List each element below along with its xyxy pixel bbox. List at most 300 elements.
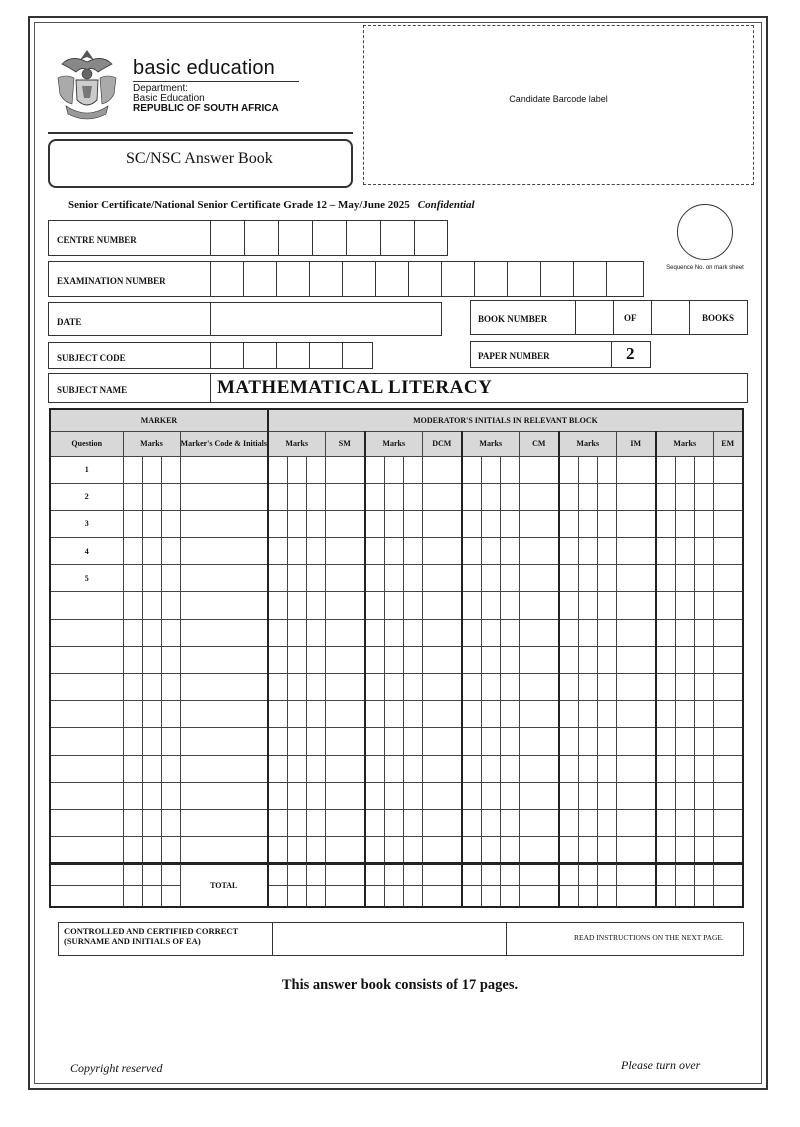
mark-entry-cell[interactable]: [161, 592, 180, 619]
mark-entry-cell[interactable]: [268, 510, 287, 537]
mark-entry-cell[interactable]: [675, 755, 694, 782]
mark-entry-cell[interactable]: [675, 619, 694, 646]
mark-entry-cell[interactable]: [306, 837, 325, 864]
mark-entry-cell[interactable]: [675, 565, 694, 592]
mark-entry-cell[interactable]: [268, 619, 287, 646]
mark-entry-cell[interactable]: [422, 809, 462, 836]
total-entry-cell[interactable]: [422, 885, 462, 907]
total-entry-cell[interactable]: [123, 885, 142, 907]
mark-entry-cell[interactable]: [365, 646, 384, 673]
mark-entry-cell[interactable]: [325, 837, 365, 864]
total-entry-cell[interactable]: [481, 863, 500, 885]
mark-entry-cell[interactable]: [325, 510, 365, 537]
mark-entry-cell[interactable]: [306, 538, 325, 565]
mark-entry-cell[interactable]: [384, 456, 403, 483]
mark-entry-cell[interactable]: [597, 674, 616, 701]
total-entry-cell[interactable]: [325, 885, 365, 907]
mark-entry-cell[interactable]: [403, 456, 422, 483]
total-entry-cell[interactable]: [384, 863, 403, 885]
mark-entry-cell[interactable]: [123, 592, 142, 619]
total-entry-cell[interactable]: [462, 885, 481, 907]
mark-entry-cell[interactable]: [161, 728, 180, 755]
mark-entry-cell[interactable]: [287, 592, 306, 619]
mark-entry-cell[interactable]: [325, 483, 365, 510]
mark-entry-cell[interactable]: [123, 728, 142, 755]
mark-entry-cell[interactable]: [675, 782, 694, 809]
mark-entry-cell[interactable]: [559, 674, 578, 701]
mark-entry-cell[interactable]: [616, 782, 656, 809]
total-entry-cell[interactable]: [656, 863, 675, 885]
mark-entry-cell[interactable]: [180, 809, 268, 836]
mark-entry-cell[interactable]: [559, 619, 578, 646]
mark-entry-cell[interactable]: [481, 728, 500, 755]
mark-entry-cell[interactable]: [656, 456, 675, 483]
mark-entry-cell[interactable]: [656, 565, 675, 592]
mark-entry-cell[interactable]: [123, 483, 142, 510]
mark-entry-cell[interactable]: [462, 619, 481, 646]
total-entry-cell[interactable]: [50, 885, 123, 907]
mark-entry-cell[interactable]: [713, 456, 743, 483]
mark-entry-cell[interactable]: [500, 782, 519, 809]
mark-entry-cell[interactable]: [597, 510, 616, 537]
mark-entry-cell[interactable]: [306, 510, 325, 537]
mark-entry-cell[interactable]: [578, 619, 597, 646]
mark-entry-cell[interactable]: [578, 837, 597, 864]
mark-entry-cell[interactable]: [306, 565, 325, 592]
total-entry-cell[interactable]: [142, 863, 161, 885]
mark-entry-cell[interactable]: [694, 510, 713, 537]
mark-entry-cell[interactable]: [365, 755, 384, 782]
mark-entry-cell[interactable]: [481, 755, 500, 782]
mark-entry-cell[interactable]: [694, 674, 713, 701]
mark-entry-cell[interactable]: [559, 646, 578, 673]
mark-entry-cell[interactable]: [180, 538, 268, 565]
mark-entry-cell[interactable]: [325, 701, 365, 728]
total-entry-cell[interactable]: [325, 863, 365, 885]
mark-entry-cell[interactable]: [713, 728, 743, 755]
mark-entry-cell[interactable]: [519, 837, 559, 864]
mark-entry-cell[interactable]: [123, 538, 142, 565]
mark-entry-cell[interactable]: [462, 782, 481, 809]
mark-entry-cell[interactable]: [268, 456, 287, 483]
mark-entry-cell[interactable]: [403, 837, 422, 864]
mark-entry-cell[interactable]: [675, 510, 694, 537]
mark-entry-cell[interactable]: [384, 701, 403, 728]
mark-entry-cell[interactable]: [559, 592, 578, 619]
mark-entry-cell[interactable]: [519, 701, 559, 728]
mark-entry-cell[interactable]: [500, 592, 519, 619]
subject-code-field[interactable]: [48, 342, 373, 369]
total-entry-cell[interactable]: [578, 885, 597, 907]
mark-entry-cell[interactable]: [161, 619, 180, 646]
mark-entry-cell[interactable]: [481, 782, 500, 809]
mark-entry-cell[interactable]: [597, 728, 616, 755]
mark-entry-cell[interactable]: [616, 837, 656, 864]
total-entry-cell[interactable]: [403, 885, 422, 907]
mark-entry-cell[interactable]: [500, 728, 519, 755]
mark-entry-cell[interactable]: [325, 809, 365, 836]
mark-entry-cell[interactable]: [180, 782, 268, 809]
total-entry-cell[interactable]: [694, 885, 713, 907]
mark-entry-cell[interactable]: [616, 456, 656, 483]
mark-entry-cell[interactable]: [713, 837, 743, 864]
mark-entry-cell[interactable]: [365, 510, 384, 537]
mark-entry-cell[interactable]: [384, 646, 403, 673]
mark-entry-cell[interactable]: [713, 755, 743, 782]
mark-entry-cell[interactable]: [306, 483, 325, 510]
mark-entry-cell[interactable]: [142, 456, 161, 483]
mark-entry-cell[interactable]: [675, 456, 694, 483]
mark-entry-cell[interactable]: [365, 728, 384, 755]
mark-entry-cell[interactable]: [422, 728, 462, 755]
mark-entry-cell[interactable]: [287, 755, 306, 782]
mark-entry-cell[interactable]: [306, 728, 325, 755]
mark-entry-cell[interactable]: [365, 483, 384, 510]
mark-entry-cell[interactable]: [500, 837, 519, 864]
mark-entry-cell[interactable]: [462, 646, 481, 673]
total-entry-cell[interactable]: [713, 885, 743, 907]
mark-entry-cell[interactable]: [694, 782, 713, 809]
total-entry-cell[interactable]: [123, 863, 142, 885]
mark-entry-cell[interactable]: [123, 674, 142, 701]
book-number-field[interactable]: [470, 300, 748, 335]
mark-entry-cell[interactable]: [597, 837, 616, 864]
mark-entry-cell[interactable]: [500, 674, 519, 701]
mark-entry-cell[interactable]: [403, 646, 422, 673]
mark-entry-cell[interactable]: [713, 809, 743, 836]
total-entry-cell[interactable]: [365, 863, 384, 885]
mark-entry-cell[interactable]: [578, 782, 597, 809]
mark-entry-cell[interactable]: [519, 809, 559, 836]
total-entry-cell[interactable]: [268, 863, 287, 885]
mark-entry-cell[interactable]: [597, 809, 616, 836]
mark-entry-cell[interactable]: [306, 782, 325, 809]
mark-entry-cell[interactable]: [481, 538, 500, 565]
mark-entry-cell[interactable]: [365, 782, 384, 809]
mark-entry-cell[interactable]: [287, 483, 306, 510]
mark-entry-cell[interactable]: [616, 619, 656, 646]
mark-entry-cell[interactable]: [422, 755, 462, 782]
mark-entry-cell[interactable]: [422, 592, 462, 619]
mark-entry-cell[interactable]: [268, 701, 287, 728]
total-entry-cell[interactable]: [675, 863, 694, 885]
mark-entry-cell[interactable]: [616, 565, 656, 592]
mark-entry-cell[interactable]: [519, 592, 559, 619]
mark-entry-cell[interactable]: [384, 728, 403, 755]
mark-entry-cell[interactable]: [142, 592, 161, 619]
mark-entry-cell[interactable]: [559, 483, 578, 510]
mark-entry-cell[interactable]: [161, 674, 180, 701]
mark-entry-cell[interactable]: [268, 809, 287, 836]
mark-entry-cell[interactable]: [462, 837, 481, 864]
mark-entry-cell[interactable]: [578, 809, 597, 836]
mark-entry-cell[interactable]: [325, 592, 365, 619]
mark-entry-cell[interactable]: [180, 592, 268, 619]
mark-entry-cell[interactable]: [403, 728, 422, 755]
mark-entry-cell[interactable]: [656, 483, 675, 510]
mark-entry-cell[interactable]: [519, 619, 559, 646]
mark-entry-cell[interactable]: [365, 592, 384, 619]
mark-entry-cell[interactable]: [142, 809, 161, 836]
mark-entry-cell[interactable]: [403, 755, 422, 782]
mark-entry-cell[interactable]: [142, 755, 161, 782]
mark-entry-cell[interactable]: [519, 565, 559, 592]
mark-entry-cell[interactable]: [268, 755, 287, 782]
mark-entry-cell[interactable]: [597, 782, 616, 809]
mark-entry-cell[interactable]: [180, 483, 268, 510]
mark-entry-cell[interactable]: [268, 674, 287, 701]
mark-entry-cell[interactable]: [422, 483, 462, 510]
total-entry-cell[interactable]: [161, 885, 180, 907]
mark-entry-cell[interactable]: [462, 456, 481, 483]
mark-entry-cell[interactable]: [694, 456, 713, 483]
mark-entry-cell[interactable]: [161, 538, 180, 565]
total-entry-cell[interactable]: [403, 863, 422, 885]
mark-entry-cell[interactable]: [656, 701, 675, 728]
mark-entry-cell[interactable]: [287, 701, 306, 728]
mark-entry-cell[interactable]: [578, 701, 597, 728]
mark-entry-cell[interactable]: [656, 592, 675, 619]
mark-entry-cell[interactable]: [403, 510, 422, 537]
mark-entry-cell[interactable]: [597, 565, 616, 592]
total-entry-cell[interactable]: [616, 885, 656, 907]
mark-entry-cell[interactable]: [713, 510, 743, 537]
mark-entry-cell[interactable]: [500, 809, 519, 836]
mark-entry-cell[interactable]: [481, 674, 500, 701]
date-field[interactable]: [48, 302, 442, 336]
mark-entry-cell[interactable]: [306, 456, 325, 483]
mark-entry-cell[interactable]: [268, 592, 287, 619]
mark-entry-cell[interactable]: [559, 809, 578, 836]
mark-entry-cell[interactable]: [694, 619, 713, 646]
mark-entry-cell[interactable]: [268, 782, 287, 809]
paper-number-field[interactable]: [470, 341, 651, 368]
mark-entry-cell[interactable]: [325, 646, 365, 673]
mark-entry-cell[interactable]: [403, 809, 422, 836]
mark-entry-cell[interactable]: [500, 510, 519, 537]
mark-entry-cell[interactable]: [656, 538, 675, 565]
mark-entry-cell[interactable]: [403, 565, 422, 592]
mark-entry-cell[interactable]: [656, 782, 675, 809]
mark-entry-cell[interactable]: [325, 565, 365, 592]
mark-entry-cell[interactable]: [597, 592, 616, 619]
total-entry-cell[interactable]: [142, 885, 161, 907]
mark-entry-cell[interactable]: [694, 837, 713, 864]
mark-entry-cell[interactable]: [422, 538, 462, 565]
mark-entry-cell[interactable]: [325, 755, 365, 782]
mark-entry-cell[interactable]: [306, 674, 325, 701]
mark-entry-cell[interactable]: [142, 782, 161, 809]
mark-entry-cell[interactable]: [123, 619, 142, 646]
mark-entry-cell[interactable]: [462, 565, 481, 592]
mark-entry-cell[interactable]: [287, 619, 306, 646]
total-entry-cell[interactable]: [422, 863, 462, 885]
mark-entry-cell[interactable]: [519, 674, 559, 701]
mark-entry-cell[interactable]: [403, 782, 422, 809]
mark-entry-cell[interactable]: [306, 809, 325, 836]
mark-entry-cell[interactable]: [142, 538, 161, 565]
mark-entry-cell[interactable]: [578, 646, 597, 673]
mark-entry-cell[interactable]: [500, 565, 519, 592]
mark-entry-cell[interactable]: [161, 565, 180, 592]
mark-entry-cell[interactable]: [161, 646, 180, 673]
mark-entry-cell[interactable]: [481, 809, 500, 836]
examination-number-field[interactable]: [48, 261, 644, 297]
mark-entry-cell[interactable]: [306, 619, 325, 646]
total-entry-cell[interactable]: [161, 863, 180, 885]
mark-entry-cell[interactable]: [656, 809, 675, 836]
mark-entry-cell[interactable]: [123, 837, 142, 864]
mark-entry-cell[interactable]: [616, 538, 656, 565]
mark-entry-cell[interactable]: [656, 674, 675, 701]
mark-entry-cell[interactable]: [578, 674, 597, 701]
total-entry-cell[interactable]: [559, 863, 578, 885]
mark-entry-cell[interactable]: [268, 646, 287, 673]
total-entry-cell[interactable]: [287, 885, 306, 907]
mark-entry-cell[interactable]: [519, 538, 559, 565]
mark-entry-cell[interactable]: [306, 646, 325, 673]
mark-entry-cell[interactable]: [287, 456, 306, 483]
total-entry-cell[interactable]: [694, 863, 713, 885]
mark-entry-cell[interactable]: [180, 565, 268, 592]
mark-entry-cell[interactable]: [559, 782, 578, 809]
total-entry-cell[interactable]: [500, 885, 519, 907]
mark-entry-cell[interactable]: [268, 483, 287, 510]
total-entry-cell[interactable]: [597, 885, 616, 907]
total-entry-cell[interactable]: [384, 885, 403, 907]
mark-entry-cell[interactable]: [462, 728, 481, 755]
mark-entry-cell[interactable]: [694, 538, 713, 565]
mark-entry-cell[interactable]: [500, 755, 519, 782]
mark-entry-cell[interactable]: [500, 646, 519, 673]
mark-entry-cell[interactable]: [403, 619, 422, 646]
mark-entry-cell[interactable]: [597, 646, 616, 673]
mark-entry-cell[interactable]: [325, 619, 365, 646]
mark-entry-cell[interactable]: [142, 646, 161, 673]
mark-entry-cell[interactable]: [384, 510, 403, 537]
mark-entry-cell[interactable]: [365, 456, 384, 483]
mark-entry-cell[interactable]: [462, 701, 481, 728]
total-entry-cell[interactable]: [500, 863, 519, 885]
mark-entry-cell[interactable]: [713, 565, 743, 592]
mark-entry-cell[interactable]: [161, 456, 180, 483]
mark-entry-cell[interactable]: [325, 674, 365, 701]
mark-entry-cell[interactable]: [161, 782, 180, 809]
mark-entry-cell[interactable]: [500, 456, 519, 483]
total-entry-cell[interactable]: [268, 885, 287, 907]
mark-entry-cell[interactable]: [616, 809, 656, 836]
total-entry-cell[interactable]: [578, 863, 597, 885]
mark-entry-cell[interactable]: [384, 565, 403, 592]
total-entry-cell[interactable]: [559, 885, 578, 907]
mark-entry-cell[interactable]: [559, 565, 578, 592]
mark-entry-cell[interactable]: [287, 674, 306, 701]
mark-entry-cell[interactable]: [578, 565, 597, 592]
mark-entry-cell[interactable]: [268, 565, 287, 592]
mark-entry-cell[interactable]: [180, 728, 268, 755]
mark-entry-cell[interactable]: [481, 483, 500, 510]
mark-entry-cell[interactable]: [384, 619, 403, 646]
mark-entry-cell[interactable]: [616, 510, 656, 537]
mark-entry-cell[interactable]: [422, 674, 462, 701]
mark-entry-cell[interactable]: [656, 728, 675, 755]
mark-entry-cell[interactable]: [462, 483, 481, 510]
mark-entry-cell[interactable]: [694, 701, 713, 728]
mark-entry-cell[interactable]: [578, 538, 597, 565]
mark-entry-cell[interactable]: [694, 728, 713, 755]
mark-entry-cell[interactable]: [675, 674, 694, 701]
mark-entry-cell[interactable]: [656, 619, 675, 646]
mark-entry-cell[interactable]: [422, 510, 462, 537]
mark-entry-cell[interactable]: [180, 646, 268, 673]
mark-entry-cell[interactable]: [616, 701, 656, 728]
mark-entry-cell[interactable]: [287, 782, 306, 809]
mark-entry-cell[interactable]: [123, 565, 142, 592]
mark-entry-cell[interactable]: [713, 619, 743, 646]
mark-entry-cell[interactable]: [559, 728, 578, 755]
mark-entry-cell[interactable]: [694, 483, 713, 510]
mark-entry-cell[interactable]: [675, 837, 694, 864]
mark-entry-cell[interactable]: [422, 701, 462, 728]
mark-entry-cell[interactable]: [519, 483, 559, 510]
mark-entry-cell[interactable]: [462, 809, 481, 836]
mark-entry-cell[interactable]: [142, 565, 161, 592]
mark-entry-cell[interactable]: [462, 538, 481, 565]
mark-entry-cell[interactable]: [384, 782, 403, 809]
mark-entry-cell[interactable]: [462, 510, 481, 537]
mark-entry-cell[interactable]: [403, 674, 422, 701]
mark-entry-cell[interactable]: [559, 510, 578, 537]
mark-entry-cell[interactable]: [481, 619, 500, 646]
mark-entry-cell[interactable]: [384, 809, 403, 836]
mark-entry-cell[interactable]: [559, 456, 578, 483]
mark-entry-cell[interactable]: [597, 483, 616, 510]
mark-entry-cell[interactable]: [713, 646, 743, 673]
mark-entry-cell[interactable]: [675, 701, 694, 728]
mark-entry-cell[interactable]: [403, 483, 422, 510]
mark-entry-cell[interactable]: [713, 701, 743, 728]
mark-entry-cell[interactable]: [713, 592, 743, 619]
total-entry-cell[interactable]: [306, 863, 325, 885]
mark-entry-cell[interactable]: [597, 619, 616, 646]
mark-entry-cell[interactable]: [694, 755, 713, 782]
mark-entry-cell[interactable]: [616, 728, 656, 755]
total-entry-cell[interactable]: [519, 885, 559, 907]
mark-entry-cell[interactable]: [365, 674, 384, 701]
mark-entry-cell[interactable]: [578, 755, 597, 782]
mark-entry-cell[interactable]: [142, 837, 161, 864]
mark-entry-cell[interactable]: [180, 510, 268, 537]
mark-entry-cell[interactable]: [462, 674, 481, 701]
mark-entry-cell[interactable]: [422, 456, 462, 483]
mark-entry-cell[interactable]: [268, 837, 287, 864]
mark-entry-cell[interactable]: [287, 646, 306, 673]
mark-entry-cell[interactable]: [384, 674, 403, 701]
mark-entry-cell[interactable]: [481, 565, 500, 592]
mark-entry-cell[interactable]: [123, 456, 142, 483]
mark-entry-cell[interactable]: [142, 701, 161, 728]
mark-entry-cell[interactable]: [481, 646, 500, 673]
mark-entry-cell[interactable]: [713, 782, 743, 809]
mark-entry-cell[interactable]: [365, 837, 384, 864]
mark-entry-cell[interactable]: [365, 809, 384, 836]
mark-entry-cell[interactable]: [384, 538, 403, 565]
mark-entry-cell[interactable]: [384, 483, 403, 510]
mark-entry-cell[interactable]: [123, 809, 142, 836]
mark-entry-cell[interactable]: [713, 538, 743, 565]
mark-entry-cell[interactable]: [462, 755, 481, 782]
mark-entry-cell[interactable]: [287, 538, 306, 565]
